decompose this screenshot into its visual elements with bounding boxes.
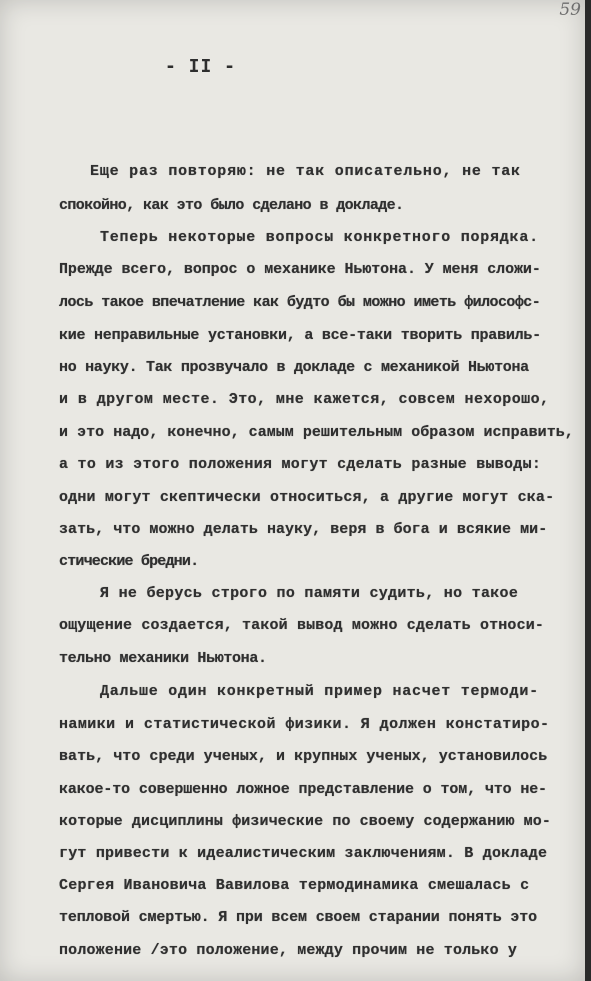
text-line: а то из этого положения могут сделать разные выводы: [59, 456, 542, 473]
text-line: какое-то совершенно ложное представление о том, что не- [59, 781, 547, 798]
text-line: положение /это положение, между прочим не только у [59, 942, 518, 959]
page-number: - II - [165, 56, 237, 77]
text-line: намики и статистической физики. Я должен констатиро- [59, 716, 550, 733]
text-line: тепловой смертью. Я при всем своем старании понять это [59, 909, 537, 926]
text-line: Я не берусь строго по памяти судить, но такое [100, 585, 519, 602]
page-edge [585, 0, 591, 981]
text-line: гут привести к идеалистическим заключениям. В докладе [59, 845, 548, 862]
text-line: спокойно, как это было сделано в докладе. [59, 197, 404, 214]
text-line: кие неправильные установки, а все-таки творить правиль- [59, 327, 541, 344]
text-line: тельно механики Ньютона. [59, 650, 267, 667]
text-line: ощущение создается, такой вывод можно сделать относи- [59, 617, 545, 634]
text-line: Теперь некоторые вопросы конкретного порядка. [100, 229, 539, 246]
text-line: которые дисциплины физические по своему содержанию мо- [59, 813, 552, 830]
text-line: Прежде всего, вопрос о механике Ньютона. У меня сложи- [59, 261, 541, 278]
text-line: зать, что можно делать науку, веря в бога и всякие ми- [59, 521, 548, 538]
text-line: и в другом месте. Это, мне кажется, совсем нехорошо, [59, 391, 550, 408]
text-line: и это надо, конечно, самым решительным образом исправить, [59, 424, 574, 441]
text-line: Сергея Ивановича Вавилова термодинамика смешалась с [59, 877, 530, 894]
text-line: лось такое впечатление как будто бы можно иметь философс- [59, 294, 541, 311]
text-line: Дальше один конкретный пример насчет термоди- [100, 683, 539, 700]
text-line: стические бредни. [59, 553, 199, 570]
text-line: вать, что среди ученых, и крупных ученых, установилось [59, 748, 548, 765]
corner-page-mark: 59 [559, 0, 581, 20]
text-line: но науку. Так прозвучало в докладе с механикой Ньютона [59, 359, 529, 376]
text-line: одни могут скептически относиться, а другие могут ска- [59, 489, 555, 506]
text-line: Еще раз повторяю: не так описательно, не так [90, 163, 521, 180]
